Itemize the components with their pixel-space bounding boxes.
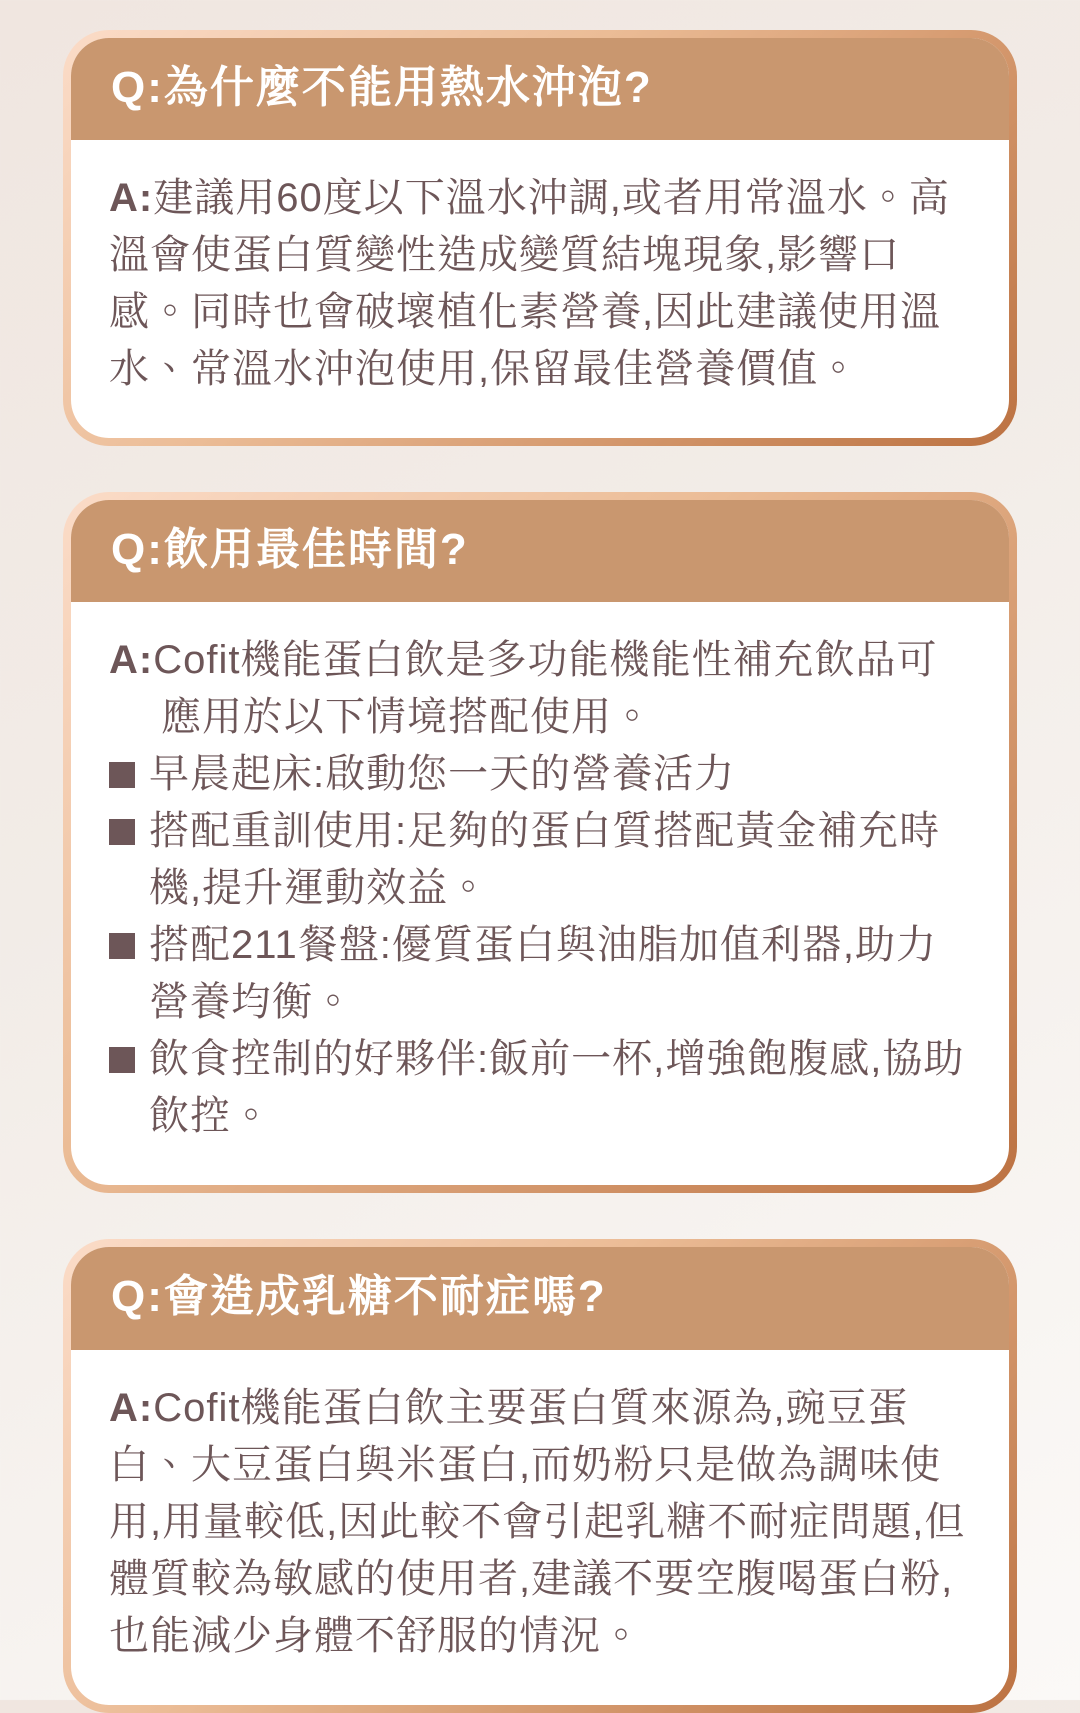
- answer-text: Cofit機能蛋白飲是多功能機能性補充飲品可應用於以下情境搭配使用。: [153, 638, 938, 740]
- answer-body: [71, 602, 1009, 1185]
- faq-card-inner: [71, 500, 1009, 1185]
- answer-body: [71, 1350, 1009, 1705]
- answer-text: 建議用60度以下溫水沖調,或者用常溫水。高溫會使蛋白質變性造成變質結塊現象,影響口感。同時也會破壞植化素營養,因此建議使用溫水、常溫水沖泡使用,保留最佳營養價值。: [109, 176, 950, 392]
- list-item-text: 早晨起床:啟動您一天的營養活力: [149, 752, 736, 797]
- answer-text: Cofit機能蛋白飲主要蛋白質來源為,豌豆蛋白、大豆蛋白與米蛋白,而奶粉只是做為調味使用,用量較低,因此較不會引起乳糖不耐症問題,但體質較為敏感的使用者,建議不要空腹喝蛋白粉,也能減少身體不舒服的情況。: [109, 1385, 966, 1658]
- question-header: [71, 500, 1009, 602]
- question-header: [71, 38, 1009, 140]
- question-text: Q:飲用最佳時間?: [111, 525, 469, 575]
- answer-paragraph: [109, 170, 971, 398]
- usage-scenario-list: [109, 746, 971, 1145]
- answer-paragraph: [109, 632, 971, 746]
- faq-card-lactose: [63, 1239, 1017, 1712]
- list-item-text: 飲食控制的好夥伴:飯前一杯,增強飽腹感,協助飲控。: [149, 1037, 965, 1139]
- question-header: [71, 1247, 1009, 1349]
- list-item-text: 搭配211餐盤:優質蛋白與油脂加值利器,助力營養均衡。: [149, 923, 937, 1025]
- answer-body: [71, 140, 1009, 438]
- list-item: [109, 1031, 971, 1145]
- list-item: [109, 917, 971, 1031]
- list-item: [109, 803, 971, 917]
- answer-prefix: A:: [109, 638, 154, 683]
- square-bullet-icon: [109, 1047, 135, 1073]
- faq-card-inner: [71, 38, 1009, 438]
- answer-paragraph: [109, 1380, 971, 1665]
- list-item: [109, 746, 971, 803]
- question-text: Q:會造成乳糖不耐症嗎?: [111, 1272, 607, 1322]
- answer-prefix: A:: [109, 1385, 154, 1430]
- answer-prefix: A:: [109, 176, 154, 221]
- faq-card-hot-water: [63, 30, 1017, 446]
- square-bullet-icon: [109, 819, 135, 845]
- square-bullet-icon: [109, 933, 135, 959]
- faq-card-inner: [71, 1247, 1009, 1704]
- faq-card-best-time: [63, 492, 1017, 1193]
- question-text: Q:為什麼不能用熱水沖泡?: [111, 63, 653, 112]
- list-item-text: 搭配重訓使用:足夠的蛋白質搭配黃金補充時機,提升運動效益。: [149, 809, 941, 911]
- square-bullet-icon: [109, 762, 135, 788]
